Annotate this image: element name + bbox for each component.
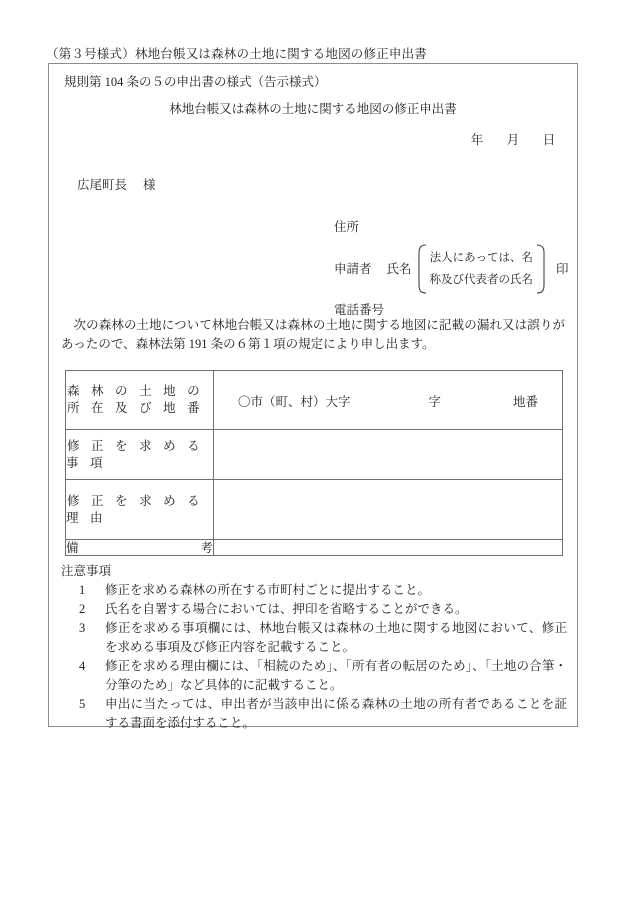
row-label-remarks-text bbox=[66, 541, 213, 555]
corporate-name-note bbox=[416, 244, 548, 294]
corporate-note-line1: 法人にあっては、名 bbox=[429, 252, 533, 264]
note-text: 氏名を自署する場合においては、押印を省略することができる。 bbox=[105, 602, 468, 616]
location-aza: 字 bbox=[428, 395, 441, 409]
seal-mark: 印 bbox=[556, 261, 569, 276]
table-row-correction-items bbox=[66, 430, 563, 480]
document-title: 林地台帳又は森林の土地に関する地図の修正申出書 bbox=[169, 102, 457, 116]
form-number-label: （第３号様式）林地台帳又は森林の土地に関する地図の修正申出書 bbox=[46, 47, 428, 61]
phone-label: 電話番号 bbox=[334, 303, 385, 317]
body-paragraph bbox=[61, 316, 565, 354]
applicant-address-row bbox=[334, 219, 569, 236]
remarks-label-left: 備 bbox=[66, 540, 79, 555]
row-label-correction-reason bbox=[66, 480, 214, 540]
note-item bbox=[79, 619, 567, 657]
date-year-label: 年 bbox=[470, 133, 484, 147]
date-day-label: 日 bbox=[542, 133, 556, 147]
address-label: 住所 bbox=[334, 220, 360, 234]
row-label-location-line2: 所 在 及 び 地 番 bbox=[67, 401, 204, 415]
applicant-label: 申請者 bbox=[334, 261, 372, 276]
date-line bbox=[459, 132, 567, 149]
location-banchi: 地番 bbox=[513, 395, 539, 409]
location-placeholder-line bbox=[214, 390, 562, 410]
corporate-note-line2: 称及び代表者の氏名 bbox=[429, 274, 534, 286]
note-number: 3 bbox=[79, 621, 86, 635]
row-value-location[interactable] bbox=[214, 371, 563, 430]
addressee-honorific: 様 bbox=[143, 178, 156, 192]
right-brace-icon bbox=[536, 244, 547, 294]
note-number: 1 bbox=[79, 583, 86, 597]
row-label-remarks bbox=[66, 540, 214, 556]
row-label-location bbox=[66, 371, 214, 430]
body-paragraph-text: 次の森林の土地について林地台帳又は森林の土地に関する地図に記載の漏れ又は誤りがあったので、森林法第 191 条の６第１項の規定により申し出ます。 bbox=[61, 318, 565, 351]
form-container bbox=[48, 63, 578, 730]
application-table bbox=[65, 370, 563, 556]
regulation-reference: 規則第 104 条の５の申出書の様式（告示様式） bbox=[64, 75, 327, 89]
notes-title: 注意事項 bbox=[61, 564, 112, 578]
note-item bbox=[79, 581, 567, 600]
note-number: 4 bbox=[79, 659, 86, 673]
corporate-note-text bbox=[427, 247, 537, 291]
note-text: 修正を求める事項欄には、林地台帳又は森林の土地に関する地図において、修正を求める事項及び修正内容を記載すること。 bbox=[105, 621, 567, 654]
row-value-correction-reason[interactable] bbox=[214, 480, 563, 540]
table-row-correction-reason bbox=[66, 480, 563, 540]
note-item bbox=[79, 695, 567, 733]
applicant-name-row bbox=[334, 244, 569, 294]
note-text: 修正を求める森林の所在する市町村ごとに提出すること。 bbox=[105, 583, 431, 597]
row-label-location-line1: 森 林 の 土 地 の bbox=[67, 384, 204, 398]
notes-section bbox=[61, 562, 567, 733]
name-label: 氏名 bbox=[386, 261, 412, 276]
note-text: 修正を求める理由欄には、「相続のため」、「所有者の転居のため」、「土地の合筆・分筆のため」など具体的に記載すること。 bbox=[105, 659, 567, 692]
date-month-label: 月 bbox=[506, 133, 520, 147]
note-number: 5 bbox=[79, 697, 86, 711]
row-label-correction-items-text: 修 正 を 求 め る 事 項 bbox=[66, 438, 204, 470]
addressee bbox=[77, 177, 156, 194]
remarks-label-right: 考 bbox=[200, 540, 213, 555]
row-label-correction-items bbox=[66, 430, 214, 480]
row-label-correction-reason-text: 修 正 を 求 め る 理 由 bbox=[66, 493, 204, 525]
note-number: 2 bbox=[79, 602, 86, 616]
addressee-name: 広尾町長 bbox=[77, 178, 128, 192]
note-item bbox=[79, 657, 567, 695]
applicant-block bbox=[334, 219, 569, 319]
left-brace-icon bbox=[416, 244, 427, 294]
location-oaza: 〇市（町、村）大字 bbox=[237, 395, 351, 409]
row-value-remarks[interactable] bbox=[214, 540, 563, 556]
note-text: 申出に当たっては、申出者が当該申出に係る森林の土地の所有者であることを証する書面を添付すること。 bbox=[105, 697, 567, 730]
table-row-remarks bbox=[66, 540, 563, 556]
note-item bbox=[79, 600, 567, 619]
table-row-location bbox=[66, 371, 563, 430]
row-value-correction-items[interactable] bbox=[214, 430, 563, 480]
